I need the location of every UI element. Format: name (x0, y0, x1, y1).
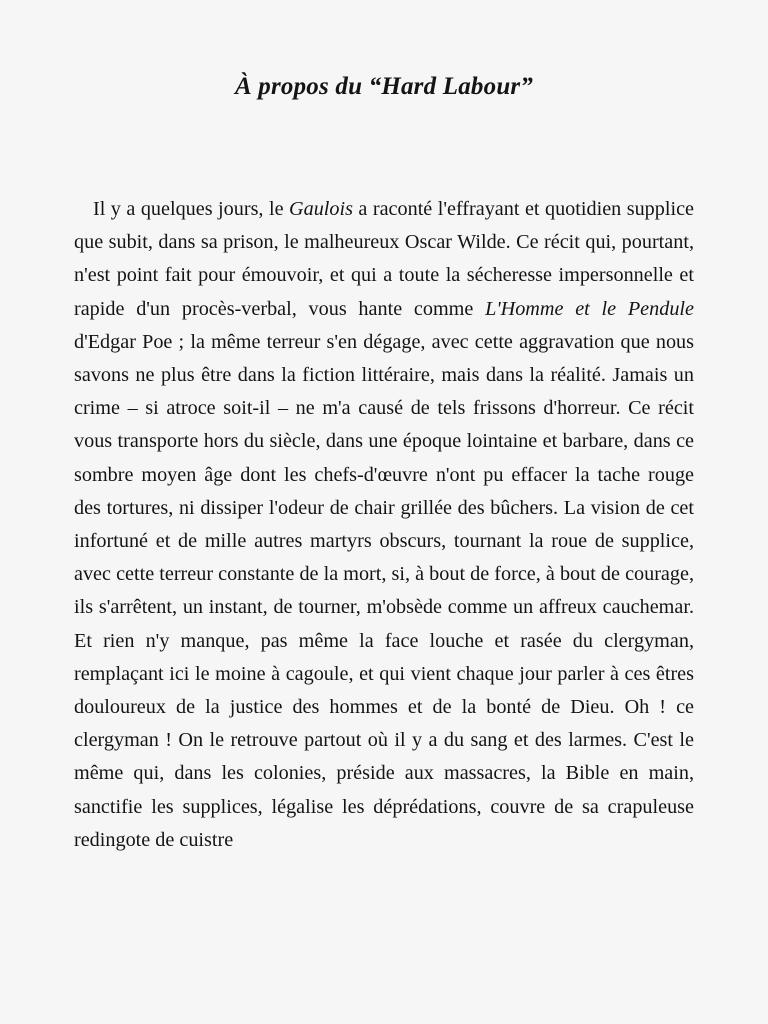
body-paragraph (74, 193, 694, 857)
page-title: À propos du “Hard Labour” (234, 72, 534, 100)
text-segment: d'Edgar Poe ; la même terreur s'en dégage, avec cette aggravation que nous savons ne plus être dans la fiction littéraire, mais dans la réalité. Jamais un crime – si atroce soit-il – ne m'a causé de tels frissons d'horreur. Ce récit vous transporte hors du siècle, dans une époque lointaine et barbare, dans ce sombre moyen âge dont les chefs-d'œuvre n'ont pu effacer la tache rouge des tortures, ni dissiper l'odeur de chair grillée des bûchers. La vision de cet infortuné et de mille autres martyrs obscurs, tournant la roue de supplice, avec cette terreur constante de la mort, si, à bout de force, à bout de courage, ils s'arrêtent, un instant, de tourner, m'obsède comme un affreux cauchemar. Et rien n'y manque, pas même la face louche et rasée du clergyman, remplaçant ici le moine à cagoule, et qui vient chaque jour parler à ces êtres douloureux de la justice des hommes et de la bonté de Dieu. Oh ! ce clergyman ! On le retrouve partout où il y a du sang et des larmes. C'est le même qui, dans les colonies, préside aux massacres, la Bible en main, sanctifie les supplices, légalise les déprédations, couvre de sa crapuleuse redingote de cuistre (74, 330, 694, 851)
text-segment: a raconté l'effrayant et quotidien supplice que subit, dans sa prison, le malheureux Oscar Wilde. Ce récit qui, pourtant, n'est point fait pour émouvoir, et qui a toute la sécheresse impersonnelle et rapide d'un procès-verbal, vous hante comme (74, 198, 695, 320)
text-segment: Il y a quelques jours, le (93, 198, 290, 220)
italic-title-gaulois: Gaulois (289, 198, 353, 220)
italic-title-poe: L'Homme et le Pendule (485, 297, 694, 320)
